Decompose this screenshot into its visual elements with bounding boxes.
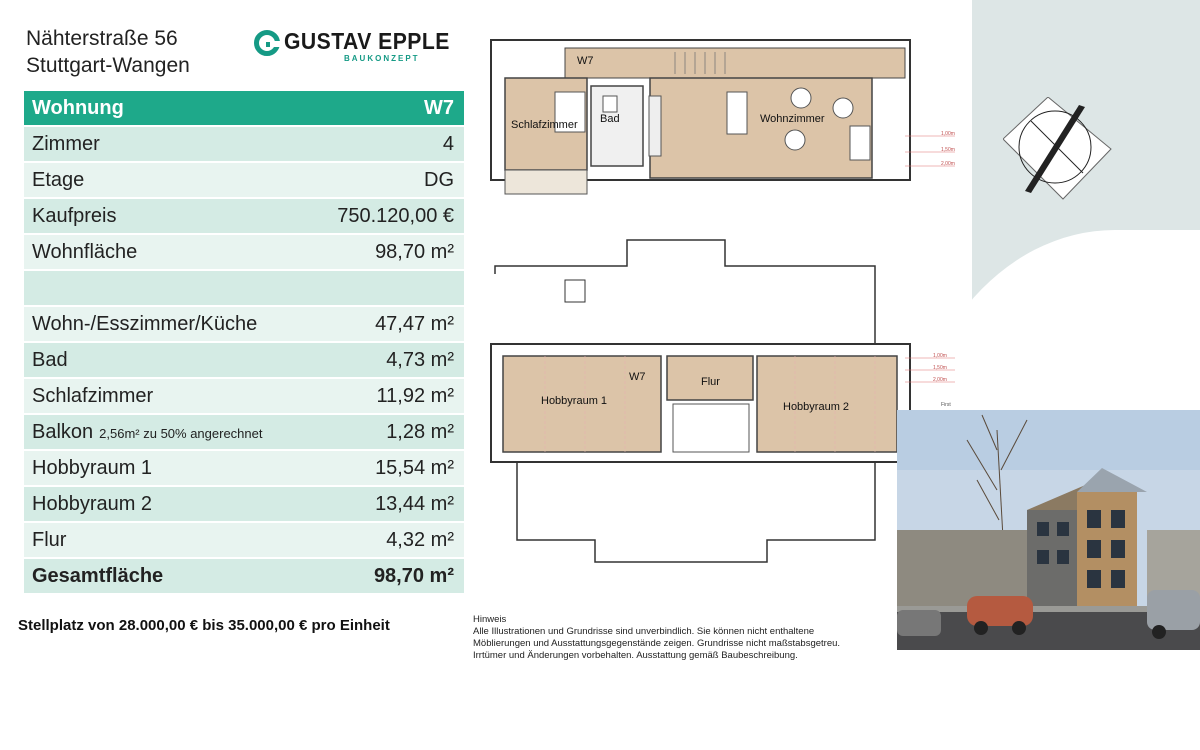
logo-brand: GUSTAV EPPLE xyxy=(284,28,450,54)
upper-floor-plan xyxy=(491,40,955,194)
upper-room-label: Schlafzimmer xyxy=(511,119,578,131)
row-label: Kaufpreis xyxy=(32,204,117,227)
disclaimer-line: Irrtümer und Änderungen vorbehalten. Ausstattung gemäß Baubeschreibung. xyxy=(473,650,798,661)
total-value: 98,70 m² xyxy=(373,564,454,587)
row-label: Balkon xyxy=(32,420,94,443)
row-label: Zimmer xyxy=(32,132,100,155)
upper-unit-label: W7 xyxy=(577,55,594,67)
row-label: Wohn-/Esszimmer/Küche xyxy=(32,312,258,335)
table-row-spacer xyxy=(24,271,464,307)
upper-room-label: Bad xyxy=(600,113,620,125)
table-row xyxy=(24,307,464,343)
table-total xyxy=(24,559,464,595)
lower-dim-label: 1,50m xyxy=(933,365,947,371)
row-value: 750.120,00 € xyxy=(337,204,454,227)
lower-room-label: Hobbyraum 2 xyxy=(783,401,850,413)
table-row xyxy=(24,163,464,199)
lower-room-label: Flur xyxy=(701,376,720,388)
company-logo xyxy=(250,26,450,66)
row-note: 2,56m² zu 50% angerechnet xyxy=(99,425,263,441)
compass-north-icon xyxy=(1003,97,1113,202)
header-value: W7 xyxy=(424,96,454,119)
row-label: Wohnfläche xyxy=(32,240,138,263)
table-row xyxy=(24,127,464,163)
lower-floor-plan xyxy=(491,240,955,562)
floor-plans xyxy=(465,4,972,610)
disclaimer xyxy=(473,614,893,662)
table-row xyxy=(24,451,464,487)
lower-room-label: Hobbyraum 1 xyxy=(541,395,608,407)
address-city: Stuttgart-Wangen xyxy=(26,54,190,77)
row-label: Bad xyxy=(32,348,68,371)
row-value: 1,28 m² xyxy=(386,420,454,443)
logo-sub: BAUKONZEPT xyxy=(344,54,420,63)
table-row xyxy=(24,199,464,235)
table-row xyxy=(24,523,464,559)
disclaimer-line: Alle Illustrationen und Grundrisse sind unverbindlich. Sie können nicht enthaltene xyxy=(473,626,815,637)
row-label: Hobbyraum 2 xyxy=(32,492,153,515)
header-label: Wohnung xyxy=(32,96,124,119)
row-label: Etage xyxy=(32,168,85,191)
building-photo xyxy=(897,410,1200,650)
logo-mark-icon xyxy=(254,30,280,56)
table-row xyxy=(24,343,464,379)
table-header xyxy=(24,91,464,127)
row-value: 4,32 m² xyxy=(386,528,454,551)
lower-dim-label: 1,00m xyxy=(933,353,947,359)
row-value: 47,47 m² xyxy=(375,312,454,335)
row-value: 4 xyxy=(442,132,454,155)
row-label: Flur xyxy=(32,528,67,551)
row-value: 13,44 m² xyxy=(375,492,454,515)
total-label: Gesamtfläche xyxy=(32,564,164,587)
upper-dim-label: 1,50m xyxy=(941,147,955,153)
upper-room-label: Wohnzimmer xyxy=(760,113,825,125)
upper-dim-label: 2,00m xyxy=(941,161,955,167)
row-value: 15,54 m² xyxy=(375,456,454,479)
apartment-table xyxy=(24,91,464,595)
parking-info: Stellplatz von 28.000,00 € bis 35.000,00 € pro Einheit xyxy=(18,617,390,634)
lower-dim-label: First xyxy=(941,402,951,408)
upper-dim-label: 1,00m xyxy=(941,131,955,137)
row-value: DG xyxy=(424,168,454,191)
table-row xyxy=(24,487,464,523)
row-label: Hobbyraum 1 xyxy=(32,456,153,479)
lower-unit-label: W7 xyxy=(629,371,646,383)
disclaimer-title: Hinweis xyxy=(473,614,507,625)
address-street: Nähterstraße 56 xyxy=(26,27,178,50)
row-value: 4,73 m² xyxy=(386,348,454,371)
row-value: 11,92 m² xyxy=(376,384,454,407)
lower-dim-label: 2,00m xyxy=(933,377,947,383)
row-value: 98,70 m² xyxy=(375,240,454,263)
row-label: Schlafzimmer xyxy=(32,384,154,407)
table-row xyxy=(24,415,464,451)
table-row xyxy=(24,235,464,271)
disclaimer-line: Möblierungen und Ausstattungsgegenstände zeigen. Grundrisse nicht maßstabsgetreu. xyxy=(473,638,841,649)
table-row xyxy=(24,379,464,415)
